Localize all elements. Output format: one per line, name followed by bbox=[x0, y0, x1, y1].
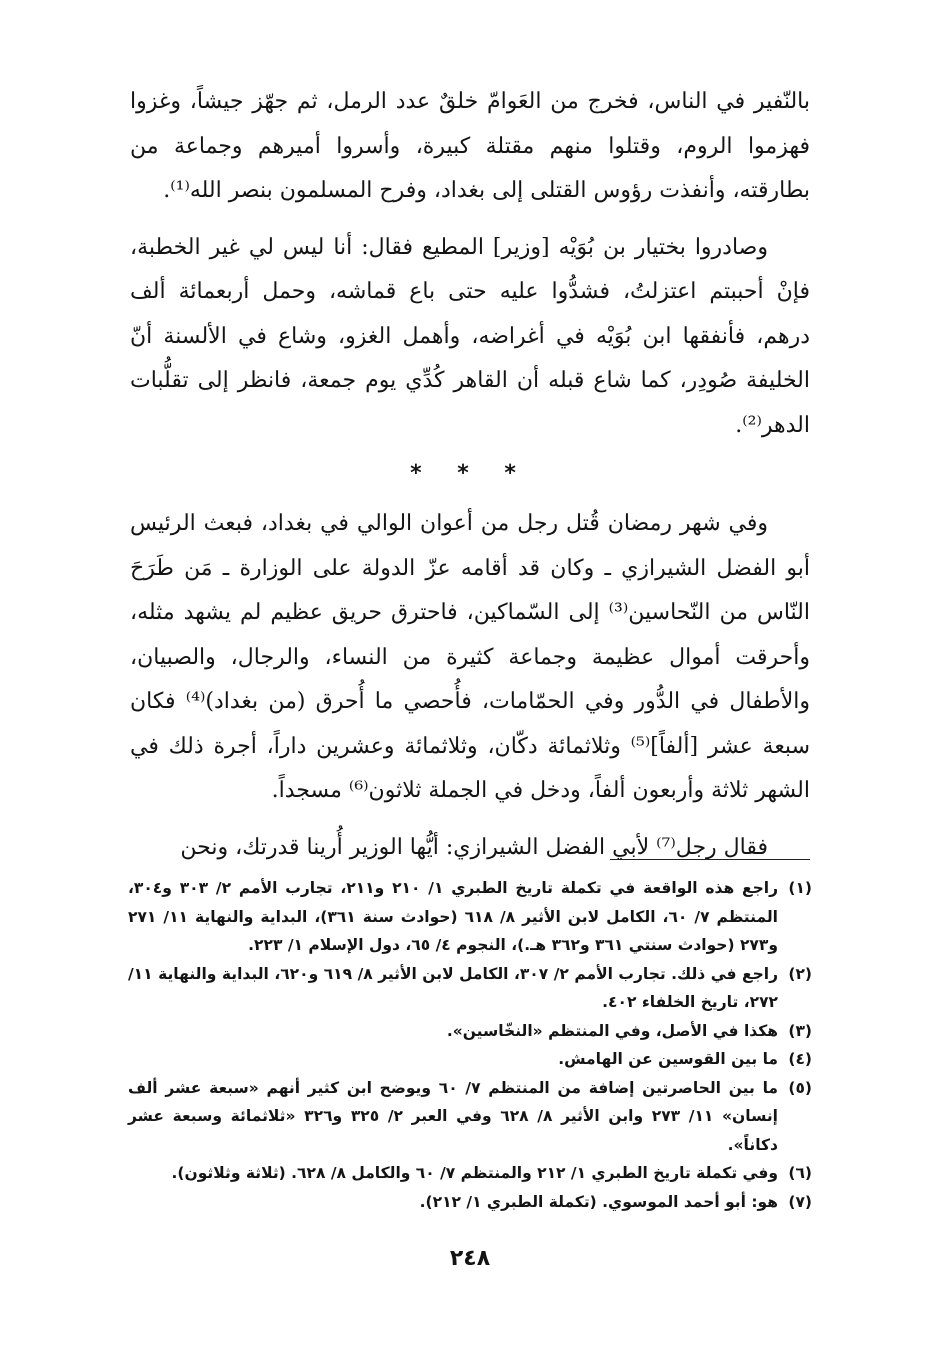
page-number: ٢٤٨ bbox=[449, 1246, 491, 1271]
footnote-number: (١) bbox=[788, 879, 812, 897]
footnote-text: هكذا في الأصل، وفي المنتظم «النخّاسين». bbox=[446, 1021, 778, 1040]
footnote-text: راجع في ذلك. تجارب الأمم ٢/ ٣٠٧، الكامل لابن الأثير ٨/ ٦١٩ و٦٢٠، البداية والنهاية ١١/ ٢٧٢، تاريخ الخلفاء ٤٠٢. bbox=[128, 964, 779, 1011]
footnote-5 bbox=[128, 1074, 812, 1160]
footnote-number: (٣) bbox=[788, 1021, 812, 1040]
footnote-text: وفي تكملة تاريخ الطبري ١/ ٢١٢ والمنتظم ٧/ ٦٠ والكامل ٨/ ٦٢٨. (ثلاثة وثلاثون). bbox=[171, 1164, 778, 1182]
footnote-4 bbox=[128, 1045, 812, 1074]
footnote-text: ما بين الحاصرتين إضافة من المنتظم ٧/ ٦٠ ويوضح ابن كثير أنهم «سبعة عشر ألف إنسان» ١١/ ٢٧٣ وابن الأثير ٨/ ٦٢٨ وفي العبر ٢/ ٣٢٥ و٣٢٦ «ثلاثمائة وسبعة عشر دكاناً». bbox=[128, 1078, 778, 1154]
footnote-text: هو: أبو أحمد الموسوي. (تكملة الطبري ١/ ٢١٢). bbox=[419, 1192, 778, 1211]
footnote-number: (٦) bbox=[788, 1164, 812, 1182]
paragraph-3: وفي شهر رمضان قُتل رجل من أعوان الوالي في بغداد، فبعث الرئيس أبو الفضل الشيرازي ـ وكان قد أقامه عزّ الدولة على الوزارة ـ مَن طَرَحَ النّاس من النّحاسين⁽³⁾ إلى السّماكين، فاحترق حريق عظيم لم يشهد مثله، وأحرقت أموال عظيمة وجماعة كثيرة من النساء، والرجال، والصبيان، والأطفال في الدُّور وفي الحمّامات، فأُحصي ما أُحرق (من بغداد)⁽⁴⁾ فكان سبعة عشر [ألفاً]⁽⁵⁾ وثلاثمائة دكّان، وثلاثمائة وعشرين داراً، أجرة ذلك في الشهر ثلاثة وأربعون ألفاً، ودخل في الجملة ثلاثون⁽⁶⁾ مسجداً. bbox=[130, 511, 811, 803]
footnote-3 bbox=[128, 1017, 812, 1046]
footnote-number: (٥) bbox=[788, 1078, 812, 1097]
paragraph-4: فقال رجل⁽⁷⁾ لأبي الفضل الشيرازي: أيُّها الوزير أُرينا قدرتك، ونحن bbox=[180, 834, 768, 860]
section-separator: * * * bbox=[410, 461, 530, 486]
paragraph-1: بالنّفير في الناس، فخرج من العَوامّ خلقٌ عدد الرمل، ثم جهّز جيشاً، وغزوا فهزموا الروم، وقتلوا منهم مقتلة كبيرة، وأسروا أميرهم وجماعة من بطارقته، وأنفذت رؤوس القتلى إلى بغداد، وفرح المسلمون بنصر الله⁽¹⁾. bbox=[130, 89, 810, 203]
main-text bbox=[130, 80, 810, 870]
footnote-text: راجع هذه الواقعة في تكملة تاريخ الطبري ١/ ٢١٠ و٢١١، تجارب الأمم ٢/ ٣٠٣ و٣٠٤، المنتظم ٧/ ٦٠، الكامل لابن الأثير ٨/ ٦١٨ (حوادث سنة ٣٦١)، البداية والنهاية ١١/ ٢٧١ و٢٧٣ (حوادث سنتي ٣٦١ و٣٦٢ هـ.)، النجوم ٤/ ٦٥، دول الإسلام ١/ ٢٢٣. bbox=[128, 879, 779, 954]
footnote-7 bbox=[128, 1188, 812, 1217]
paragraph-2: وصادروا بختيار بن بُوَيْه [وزير] المطيع فقال: أنا ليس لي غير الخطبة، فإنْ أحببتم اعتزلتُ، فشدُّوا عليه حتى باع قماشه، وحمل أربعمائة ألف درهم، فأنفقها ابن بُوَيْه في أغراضه، وأهمل الغزو، وشاع في الألسنة أنّ الخليفة صُودِر، كما شاع قبله أن القاهر كُدِّي يوم جمعة، فانظر إلى تقلُّبات الدهر⁽²⁾. bbox=[130, 234, 810, 438]
footnote-2 bbox=[128, 960, 812, 1017]
footnote-1 bbox=[128, 874, 812, 960]
footnote-divider bbox=[610, 859, 810, 860]
footnote-number: (٤) bbox=[788, 1050, 812, 1068]
footnote-number: (٢) bbox=[788, 964, 812, 983]
footnote-number: (٧) bbox=[788, 1192, 812, 1211]
footnote-text: ما بين القوسين عن الهامش. bbox=[558, 1050, 778, 1068]
footnotes bbox=[128, 874, 812, 1216]
footnote-6 bbox=[128, 1159, 812, 1188]
